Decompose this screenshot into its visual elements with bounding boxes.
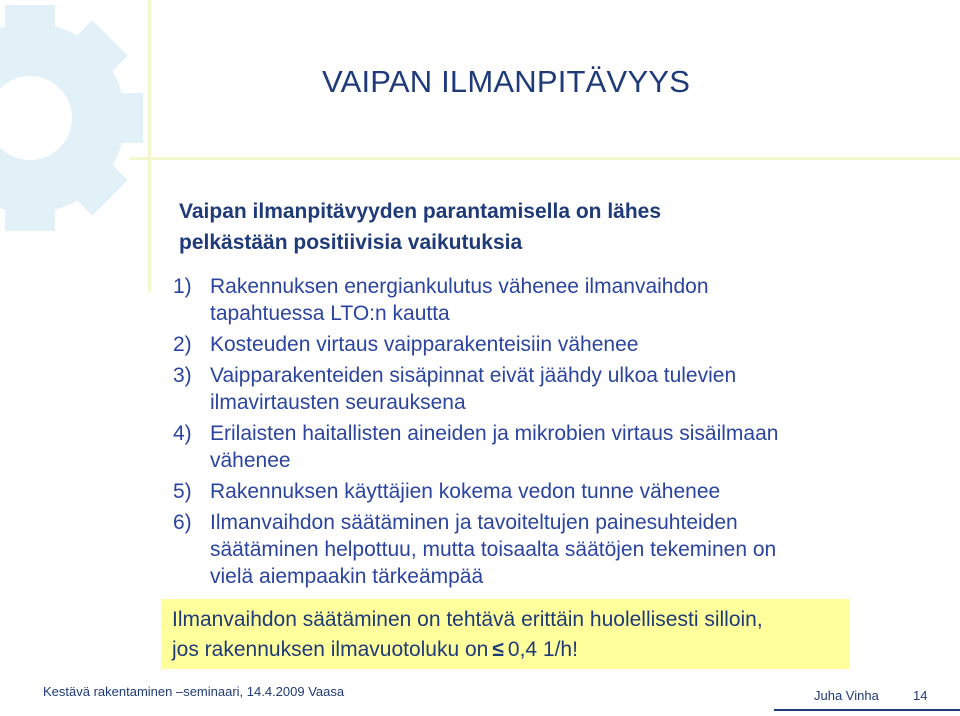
list-item-text: Kosteuden virtaus vaipparakenteisiin vähenee xyxy=(210,333,639,356)
list-item xyxy=(173,362,778,416)
list-item-text: vielä aiempaakin tärkeämpää xyxy=(210,565,484,588)
effects-list xyxy=(173,273,778,594)
list-item-number: 2) xyxy=(173,333,192,356)
list-item-text: Vaipparakenteiden sisäpinnat eivät jäähdy ulkoa tulevien xyxy=(210,364,737,387)
decor-horizontal-line xyxy=(130,157,960,160)
list-item-text: vähenee xyxy=(210,449,291,472)
list-item xyxy=(173,509,778,590)
list-item-text: Ilmanvaihdon säätäminen ja tavoiteltujen painesuhteiden xyxy=(210,511,738,534)
intro-line-2: pelkästään positiivisia vaikutuksia xyxy=(179,231,523,254)
list-item-text: ilmavirtausten seurauksena xyxy=(210,391,466,414)
list-item xyxy=(173,478,778,505)
slide-title: VAIPAN ILMANPITÄVYYS xyxy=(322,64,691,99)
less-or-equal-symbol: ≤ xyxy=(492,638,504,661)
list-item-number: 6) xyxy=(173,511,192,534)
list-item-text: säätäminen helpottuu, mutta toisaalta säätöjen tekeminen on xyxy=(210,538,777,561)
highlight-line-2-suffix: 0,4 1/h! xyxy=(507,638,578,661)
highlight-line-1: Ilmanvaihdon säätäminen on tehtävä erittäin huolellisesti silloin, xyxy=(172,608,763,631)
list-item-text: Rakennuksen energiankulutus vähenee ilmanvaihdon xyxy=(210,275,709,298)
list-item-text: Rakennuksen käyttäjien kokema vedon tunne vähenee xyxy=(210,480,721,503)
list-item-number: 1) xyxy=(173,275,192,298)
list-item-number: 3) xyxy=(173,364,192,387)
list-item-number: 4) xyxy=(173,422,192,445)
intro-text xyxy=(179,196,661,258)
footer-divider xyxy=(774,709,960,711)
page-number: 14 xyxy=(913,688,928,703)
list-item-text: tapahtuessa LTO:n kautta xyxy=(210,302,450,325)
highlight-line-2 xyxy=(172,635,850,665)
list-item xyxy=(173,273,778,327)
list-item-number: 5) xyxy=(173,480,192,503)
list-item-text: Erilaisten haitallisten aineiden ja mikrobien virtaus sisäilmaan xyxy=(210,422,779,445)
footer-event: Kestävä rakentaminen –seminaari, 14.4.2009 Vaasa xyxy=(43,684,345,699)
gear-logo-icon xyxy=(0,0,150,240)
list-item xyxy=(173,420,778,474)
highlight-line-2-prefix: jos rakennuksen ilmavuotoluku on xyxy=(172,638,489,661)
highlight-box xyxy=(161,599,850,669)
footer-author: Juha Vinha xyxy=(814,688,879,703)
decor-vertical-line xyxy=(148,0,151,292)
intro-line-1: Vaipan ilmanpitävyyden parantamisella on lähes xyxy=(179,200,662,223)
list-item xyxy=(173,331,778,358)
